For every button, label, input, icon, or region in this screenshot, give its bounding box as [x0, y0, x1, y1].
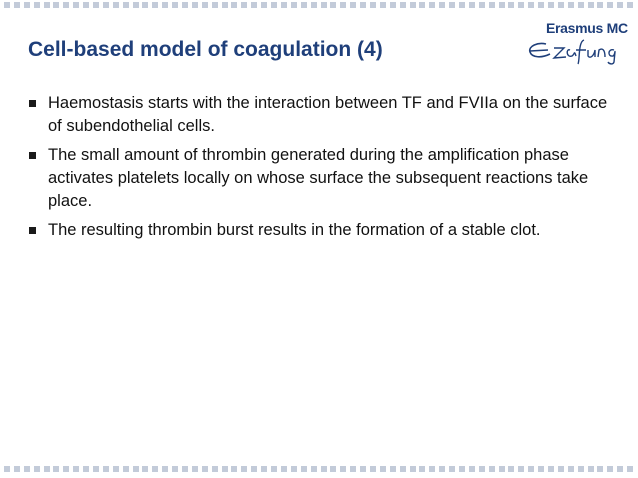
border-dot	[261, 466, 267, 472]
border-dot	[93, 2, 99, 8]
top-dotted-border	[0, 2, 638, 10]
list-item	[28, 219, 608, 242]
border-dot	[429, 466, 435, 472]
border-dot	[439, 466, 445, 472]
border-dot	[281, 466, 287, 472]
border-dot	[489, 2, 495, 8]
border-dot	[142, 466, 148, 472]
signature-icon	[520, 36, 624, 66]
border-dot	[162, 2, 168, 8]
border-dot	[271, 2, 277, 8]
border-dot	[291, 2, 297, 8]
border-dot	[73, 2, 79, 8]
border-dot	[330, 2, 336, 8]
border-dot	[469, 466, 475, 472]
border-dot	[251, 2, 257, 8]
border-dot	[212, 2, 218, 8]
border-dot	[44, 466, 50, 472]
border-dot	[53, 2, 59, 8]
border-dot	[568, 466, 574, 472]
border-dot	[617, 2, 623, 8]
border-dot	[617, 466, 623, 472]
border-dot	[518, 2, 524, 8]
border-dot	[607, 2, 613, 8]
border-dot	[508, 466, 514, 472]
border-dot	[34, 466, 40, 472]
border-dot	[222, 466, 228, 472]
border-dot	[152, 466, 158, 472]
border-dot	[281, 2, 287, 8]
border-dot	[113, 466, 119, 472]
border-dot	[73, 466, 79, 472]
border-dot	[499, 2, 505, 8]
border-dot	[489, 466, 495, 472]
border-dot	[301, 466, 307, 472]
border-dot	[588, 2, 594, 8]
border-dot	[479, 2, 485, 8]
border-dot	[597, 2, 603, 8]
border-dot	[578, 466, 584, 472]
border-dot	[133, 466, 139, 472]
border-dot	[518, 466, 524, 472]
border-dot	[271, 466, 277, 472]
list-item	[28, 92, 608, 138]
border-dot	[103, 2, 109, 8]
border-dot	[429, 2, 435, 8]
border-dot	[241, 466, 247, 472]
border-dot	[459, 466, 465, 472]
logo-text: Erasmus MC	[546, 20, 628, 36]
border-dot	[63, 2, 69, 8]
border-dot	[113, 2, 119, 8]
list-item	[28, 144, 608, 213]
border-dot	[528, 466, 534, 472]
border-dot	[410, 2, 416, 8]
border-dot	[231, 466, 237, 472]
bullet-text: The resulting thrombin burst results in the formation of a stable clot.	[48, 221, 541, 239]
border-dot	[14, 2, 20, 8]
border-dot	[202, 2, 208, 8]
border-dot	[330, 466, 336, 472]
border-dot	[24, 466, 30, 472]
border-dot	[548, 466, 554, 472]
border-dot	[44, 2, 50, 8]
border-dot	[4, 466, 10, 472]
border-dot	[370, 466, 376, 472]
border-dot	[133, 2, 139, 8]
border-dot	[63, 466, 69, 472]
border-dot	[192, 2, 198, 8]
border-dot	[597, 466, 603, 472]
border-dot	[152, 2, 158, 8]
square-bullet-icon	[29, 152, 36, 159]
border-dot	[93, 466, 99, 472]
border-dot	[538, 466, 544, 472]
bullet-list	[28, 92, 608, 248]
border-dot	[123, 466, 129, 472]
border-dot	[4, 2, 10, 8]
border-dot	[449, 466, 455, 472]
slide-title: Cell-based model of coagulation (4)	[28, 38, 383, 61]
border-dot	[558, 2, 564, 8]
border-dot	[607, 466, 613, 472]
border-dot	[231, 2, 237, 8]
border-dot	[380, 2, 386, 8]
border-dot	[53, 466, 59, 472]
border-dot	[241, 2, 247, 8]
square-bullet-icon	[29, 227, 36, 234]
border-dot	[321, 466, 327, 472]
border-dot	[172, 2, 178, 8]
border-dot	[34, 2, 40, 8]
bullet-text: The small amount of thrombin generated during the amplification phase activates platelets locally on whose surface the subsequent reactions take place.	[48, 146, 589, 210]
border-dot	[291, 466, 297, 472]
border-dot	[321, 2, 327, 8]
border-dot	[479, 466, 485, 472]
border-dot	[410, 466, 416, 472]
border-dot	[528, 2, 534, 8]
bullet-text: Haemostasis starts with the interaction between TF and FVIIa on the surface of subendothelial cells.	[48, 94, 608, 135]
border-dot	[360, 2, 366, 8]
bottom-dotted-border	[0, 466, 638, 474]
border-dot	[350, 2, 356, 8]
border-dot	[311, 2, 317, 8]
border-dot	[627, 466, 633, 472]
border-dot	[419, 2, 425, 8]
border-dot	[202, 466, 208, 472]
border-dot	[370, 2, 376, 8]
border-dot	[400, 2, 406, 8]
border-dot	[14, 466, 20, 472]
border-dot	[449, 2, 455, 8]
border-dot	[83, 2, 89, 8]
border-dot	[83, 466, 89, 472]
square-bullet-icon	[29, 100, 36, 107]
border-dot	[24, 2, 30, 8]
border-dot	[142, 2, 148, 8]
border-dot	[182, 2, 188, 8]
border-dot	[360, 466, 366, 472]
border-dot	[251, 466, 257, 472]
border-dot	[311, 466, 317, 472]
border-dot	[301, 2, 307, 8]
border-dot	[578, 2, 584, 8]
border-dot	[103, 466, 109, 472]
border-dot	[627, 2, 633, 8]
border-dot	[390, 2, 396, 8]
erasmus-mc-logo	[520, 20, 628, 70]
border-dot	[212, 466, 218, 472]
border-dot	[459, 2, 465, 8]
border-dot	[400, 466, 406, 472]
border-dot	[390, 466, 396, 472]
border-dot	[469, 2, 475, 8]
border-dot	[568, 2, 574, 8]
border-dot	[558, 466, 564, 472]
border-dot	[162, 466, 168, 472]
border-dot	[350, 466, 356, 472]
border-dot	[588, 466, 594, 472]
border-dot	[508, 2, 514, 8]
border-dot	[538, 2, 544, 8]
border-dot	[419, 466, 425, 472]
border-dot	[172, 466, 178, 472]
border-dot	[261, 2, 267, 8]
border-dot	[548, 2, 554, 8]
border-dot	[192, 466, 198, 472]
border-dot	[123, 2, 129, 8]
border-dot	[380, 466, 386, 472]
border-dot	[499, 466, 505, 472]
border-dot	[222, 2, 228, 8]
border-dot	[340, 2, 346, 8]
border-dot	[340, 466, 346, 472]
border-dot	[182, 466, 188, 472]
border-dot	[439, 2, 445, 8]
